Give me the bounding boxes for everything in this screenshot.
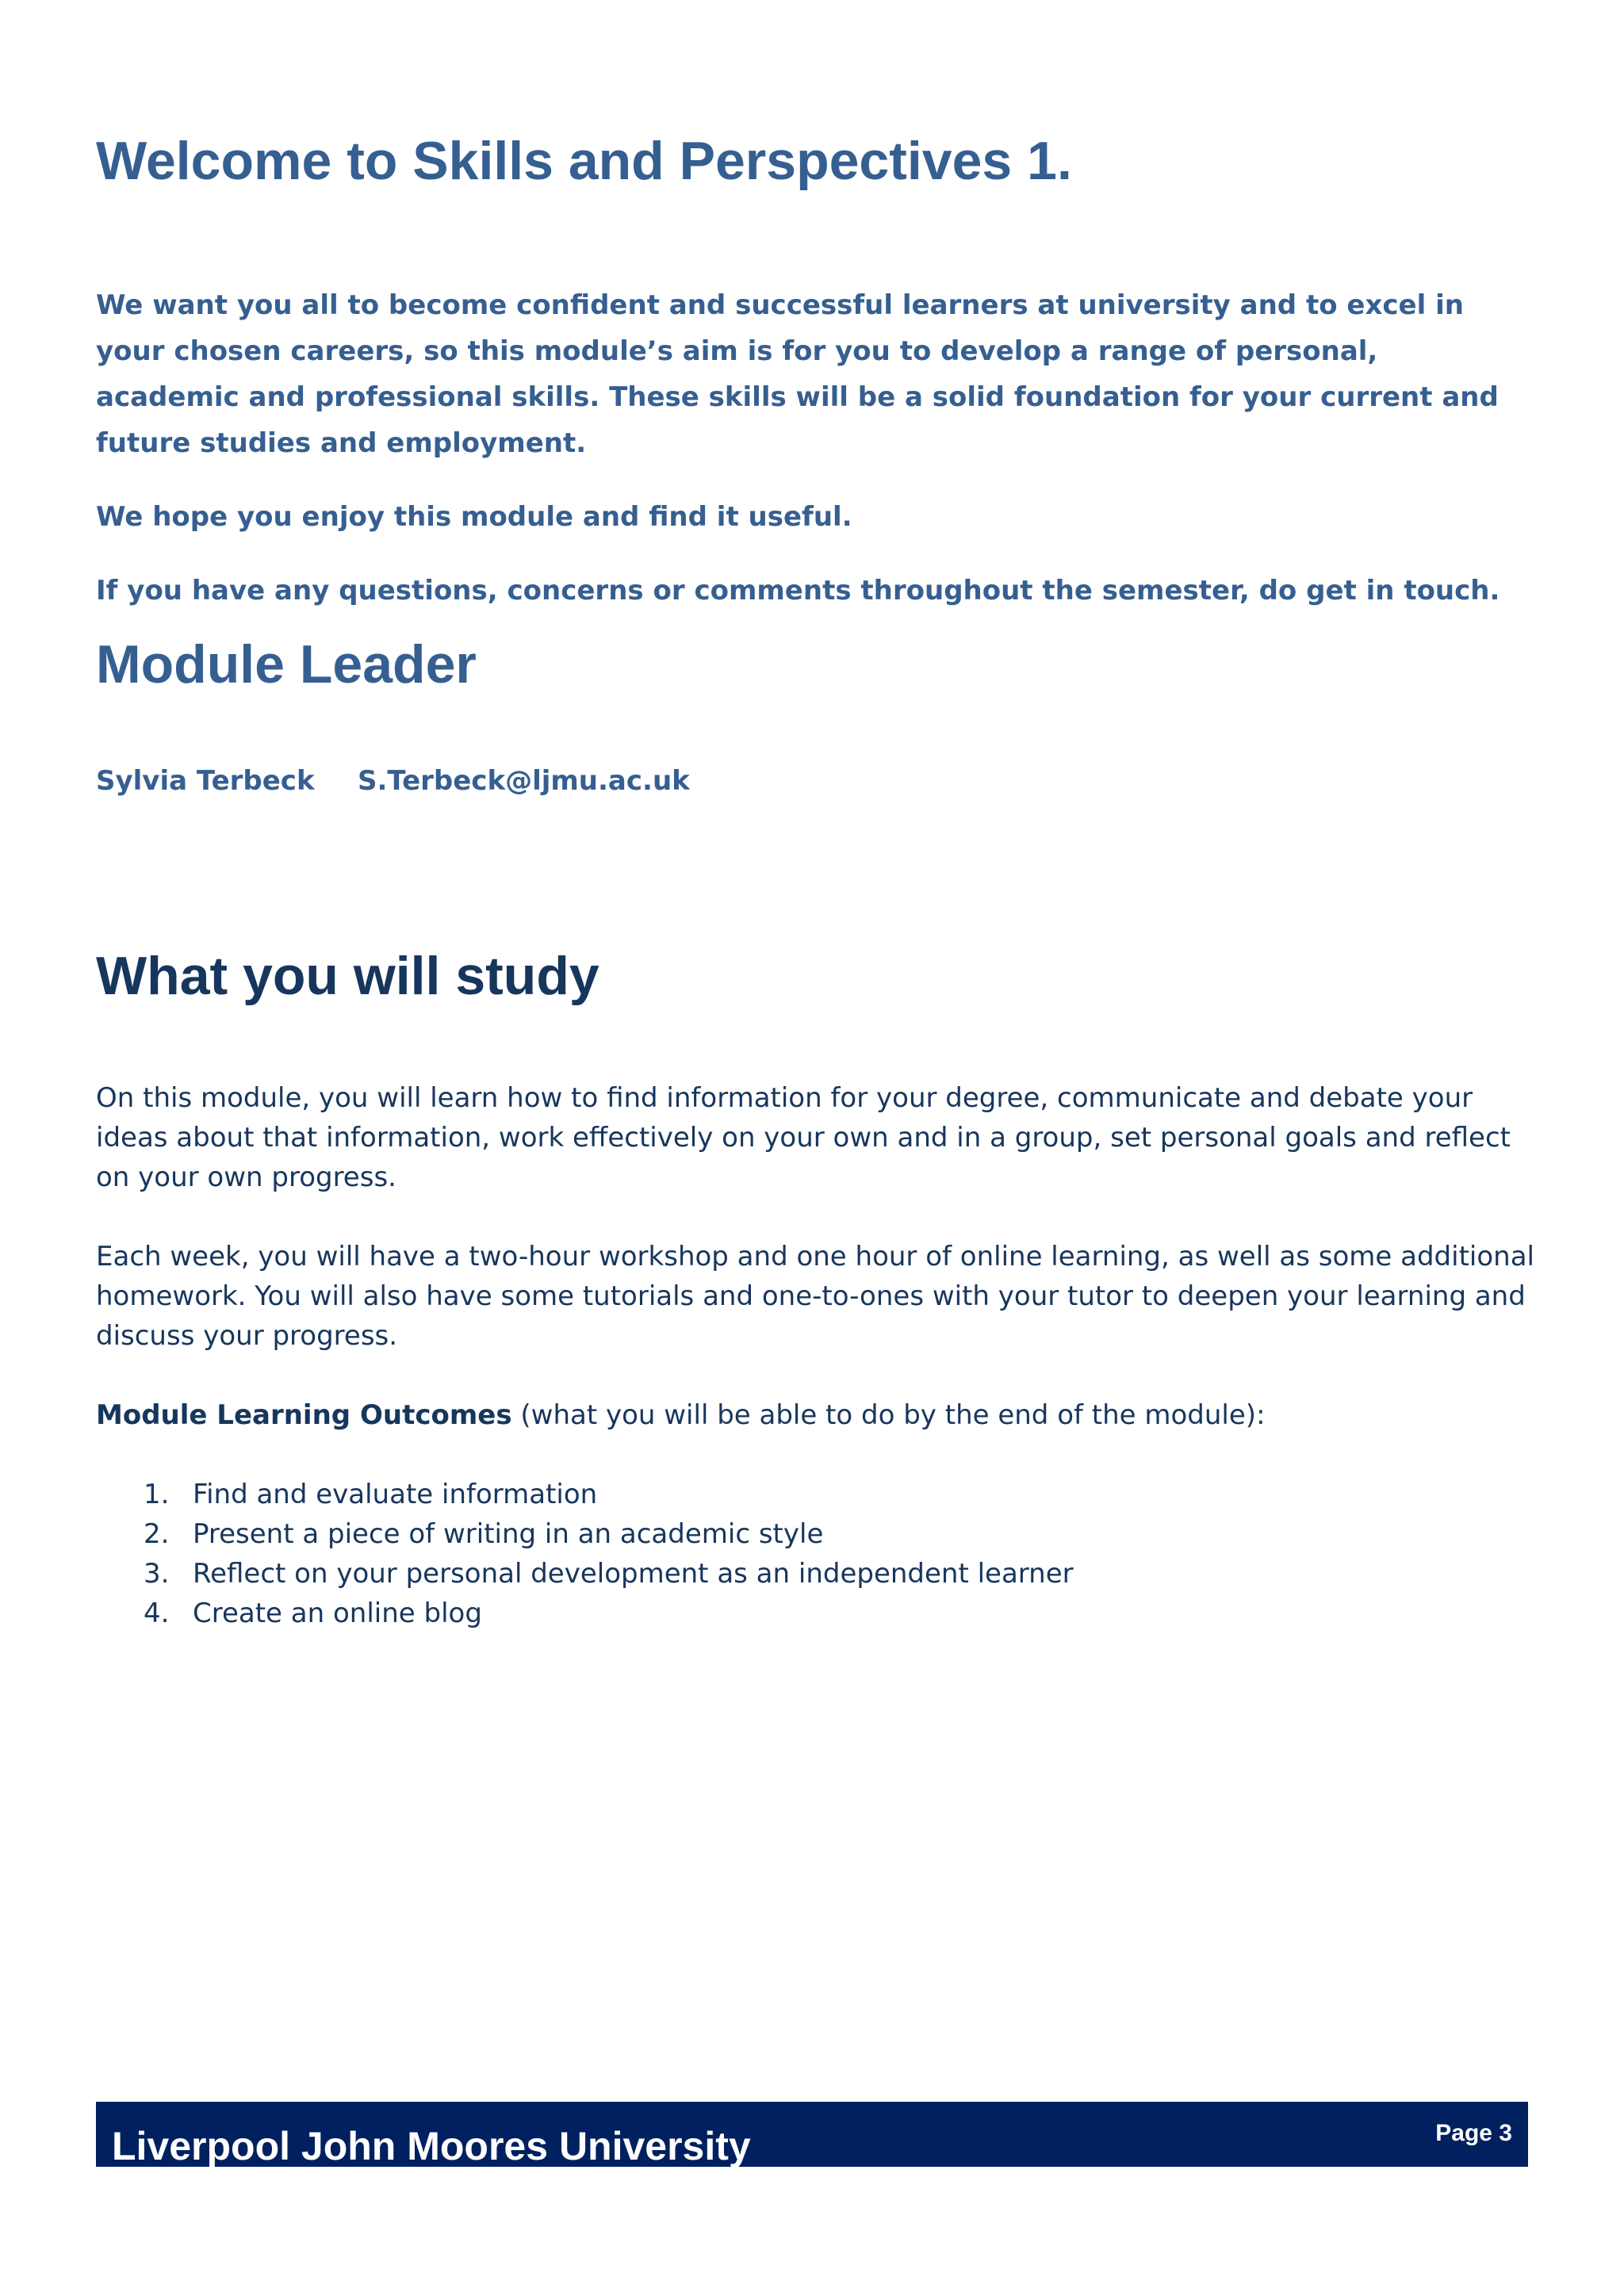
list-item-text: Find and evaluate information bbox=[193, 1479, 598, 1510]
leader-email-link[interactable]: S.Terbeck@ljmu.ac.uk bbox=[358, 765, 690, 797]
intro-paragraph: We want you all to become confident and successful learners at university and to excel in your chosen careers, so this module’s aim is for you to develop a range of personal, academic and professional skills. These skills will be a solid foundation for your current and future studies and employment. bbox=[96, 289, 1499, 459]
outcomes-note: (what you will be able to do by the end of the module): bbox=[511, 1399, 1266, 1431]
list-item-text: Reflect on your personal development as an independent learner bbox=[193, 1558, 1074, 1590]
intro-paragraph: If you have any questions, concerns or comments throughout the semester, do get in touch. bbox=[96, 575, 1500, 607]
study-section bbox=[96, 1078, 1547, 1633]
list-number: 1. bbox=[144, 1479, 170, 1510]
list-item-text: Create an online blog bbox=[193, 1598, 482, 1629]
module-leader-contact bbox=[96, 759, 690, 803]
list-item bbox=[96, 1475, 1547, 1514]
page-title: Welcome to Skills and Perspectives 1. bbox=[96, 131, 1072, 191]
footer-university-name: Liverpool John Moores University bbox=[112, 2124, 751, 2167]
leader-name: Sylvia Terbeck bbox=[96, 765, 315, 797]
outcomes-intro bbox=[96, 1395, 1547, 1435]
outcomes-label: Module Learning Outcomes bbox=[96, 1399, 512, 1431]
list-item bbox=[96, 1514, 1547, 1554]
list-item-text: Present a piece of writing in an academic style bbox=[193, 1518, 824, 1550]
list-number: 2. bbox=[144, 1518, 170, 1550]
welcome-intro bbox=[96, 282, 1555, 614]
outcomes-list bbox=[96, 1475, 1547, 1633]
study-paragraph: On this module, you will learn how to find information for your degree, communicate and debate your ideas about that information, work effectively on your own and in a group, set personal goals and reflect on your own progress. bbox=[96, 1082, 1511, 1193]
page-number: Page 3 bbox=[1435, 2120, 1512, 2146]
study-heading: What you will study bbox=[96, 946, 599, 1006]
footer-bar bbox=[96, 2102, 1528, 2167]
module-leader-heading: Module Leader bbox=[96, 634, 477, 695]
list-item bbox=[96, 1594, 1547, 1633]
intro-paragraph: We hope you enjoy this module and find it useful. bbox=[96, 501, 852, 533]
list-number: 3. bbox=[144, 1558, 170, 1590]
study-paragraph: Each week, you will have a two-hour workshop and one hour of online learning, as well as some additional homework. You will also have some tutorials and one-to-ones with your tutor to deepen your learning and discuss your progress. bbox=[96, 1241, 1534, 1352]
list-number: 4. bbox=[144, 1598, 170, 1629]
list-item bbox=[96, 1554, 1547, 1594]
